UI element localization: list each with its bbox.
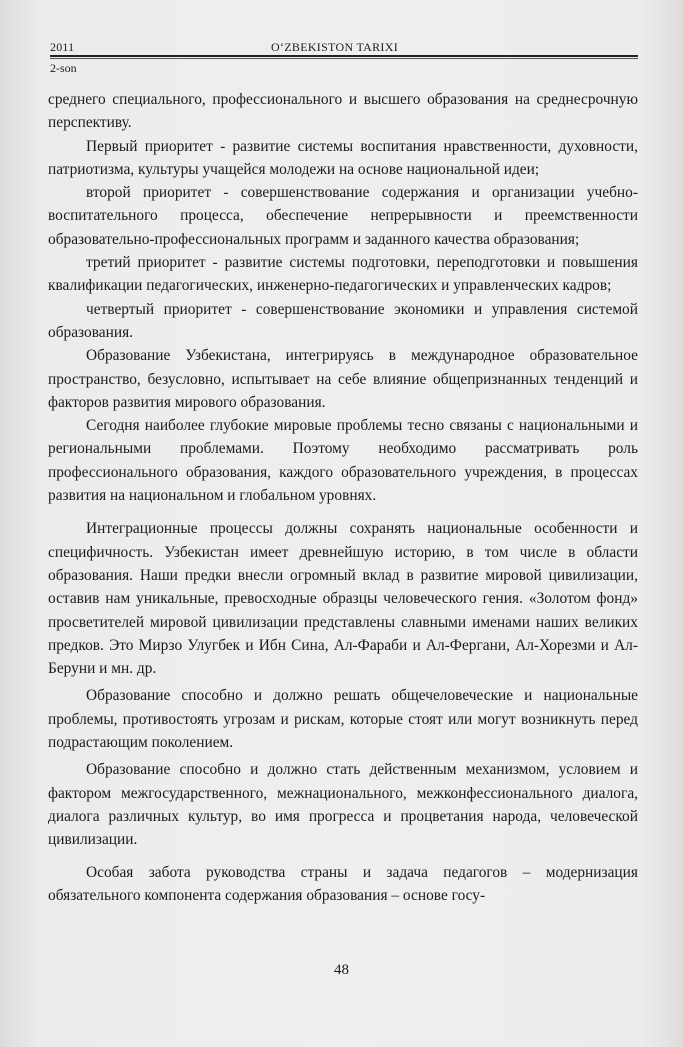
- paragraph: среднего специального, профессионального и высшего образования на среднесрочную перспективу.: [48, 91, 638, 132]
- header-journal-title: O‘ZBEKISTON TARIXI: [271, 40, 398, 54]
- paragraph: Особая забота руководства страны и задача педагогов – модернизация обязательного компонента содержания образования – основе госу-: [48, 863, 638, 904]
- header-rule-thin: [50, 58, 638, 59]
- paragraph: второй приоритет - совершенствование содержания и организации учебно-воспитательного процесса, обеспечение непрерывности и преемственности образовательно-профессиональных программ и заданного качества образования;: [48, 184, 638, 248]
- header-rule-thick: [50, 55, 638, 57]
- header-issue: 2-son: [50, 61, 77, 75]
- paragraph: Образование Узбекистана, интегрируясь в международное образовательное пространство, безусловно, испытывает на себе влияние общепризнанных тенденций и факторов развития мирового образования.: [48, 347, 638, 411]
- article-body: [48, 88, 638, 907]
- paragraph: Образование способно и должно решать общечеловеческие и национальные проблемы, противостоять угрозам и рискам, которые стоят или могут возникнуть перед подрастающим поколением.: [48, 687, 638, 752]
- paragraph: Образование способно и должно стать действенным механизмом, условием и фактором межгосударственного, межнационального, межконфессионального диалога, диалога различных культур, во имя прогресса и процветания народа, человеческой цивилизации.: [48, 761, 638, 849]
- header-year: 2011: [50, 40, 75, 54]
- paragraph: Интеграционные процессы должны сохранять национальные особенности и специфичность. Узбекистан имеет древнейшую историю, в том числе в области образования. Наши предки внесли огромный вклад в развитие мировой цивилизации, оставив нам уникальные, превосходные образцы человеческого гения. «Золотом фонд» просветителей мировой цивилизации представлены славными именами наших великих предков. Это Мирзо Улугбек и Ибн Сина, Ал-Фараби и Ал-Фергани, Ал-Хорезми и Ал-Беруни и мн. др.: [48, 520, 638, 678]
- paragraph: Первый приоритет - развитие системы воспитания нравственности, духовности, патриотизма, культуры учащейся молодежи на основе национальной идеи;: [48, 137, 638, 178]
- paragraph: четвертый приоритет - совершенствование экономики и управления системой образования.: [48, 300, 638, 341]
- page-number: 48: [334, 962, 349, 978]
- paragraph: Сегодня наиболее глубокие мировые проблемы тесно связаны с национальными и региональными проблемами. Поэтому необходимо рассматривать роль профессионального образования, каждого образовательного учреждения, в процессах развития на национальном и глобальном уровнях.: [48, 417, 638, 505]
- paragraph: третий приоритет - развитие системы подготовки, переподготовки и повышения квалификации педагогических, инженерно-педагогических и управленческих кадров;: [48, 254, 638, 295]
